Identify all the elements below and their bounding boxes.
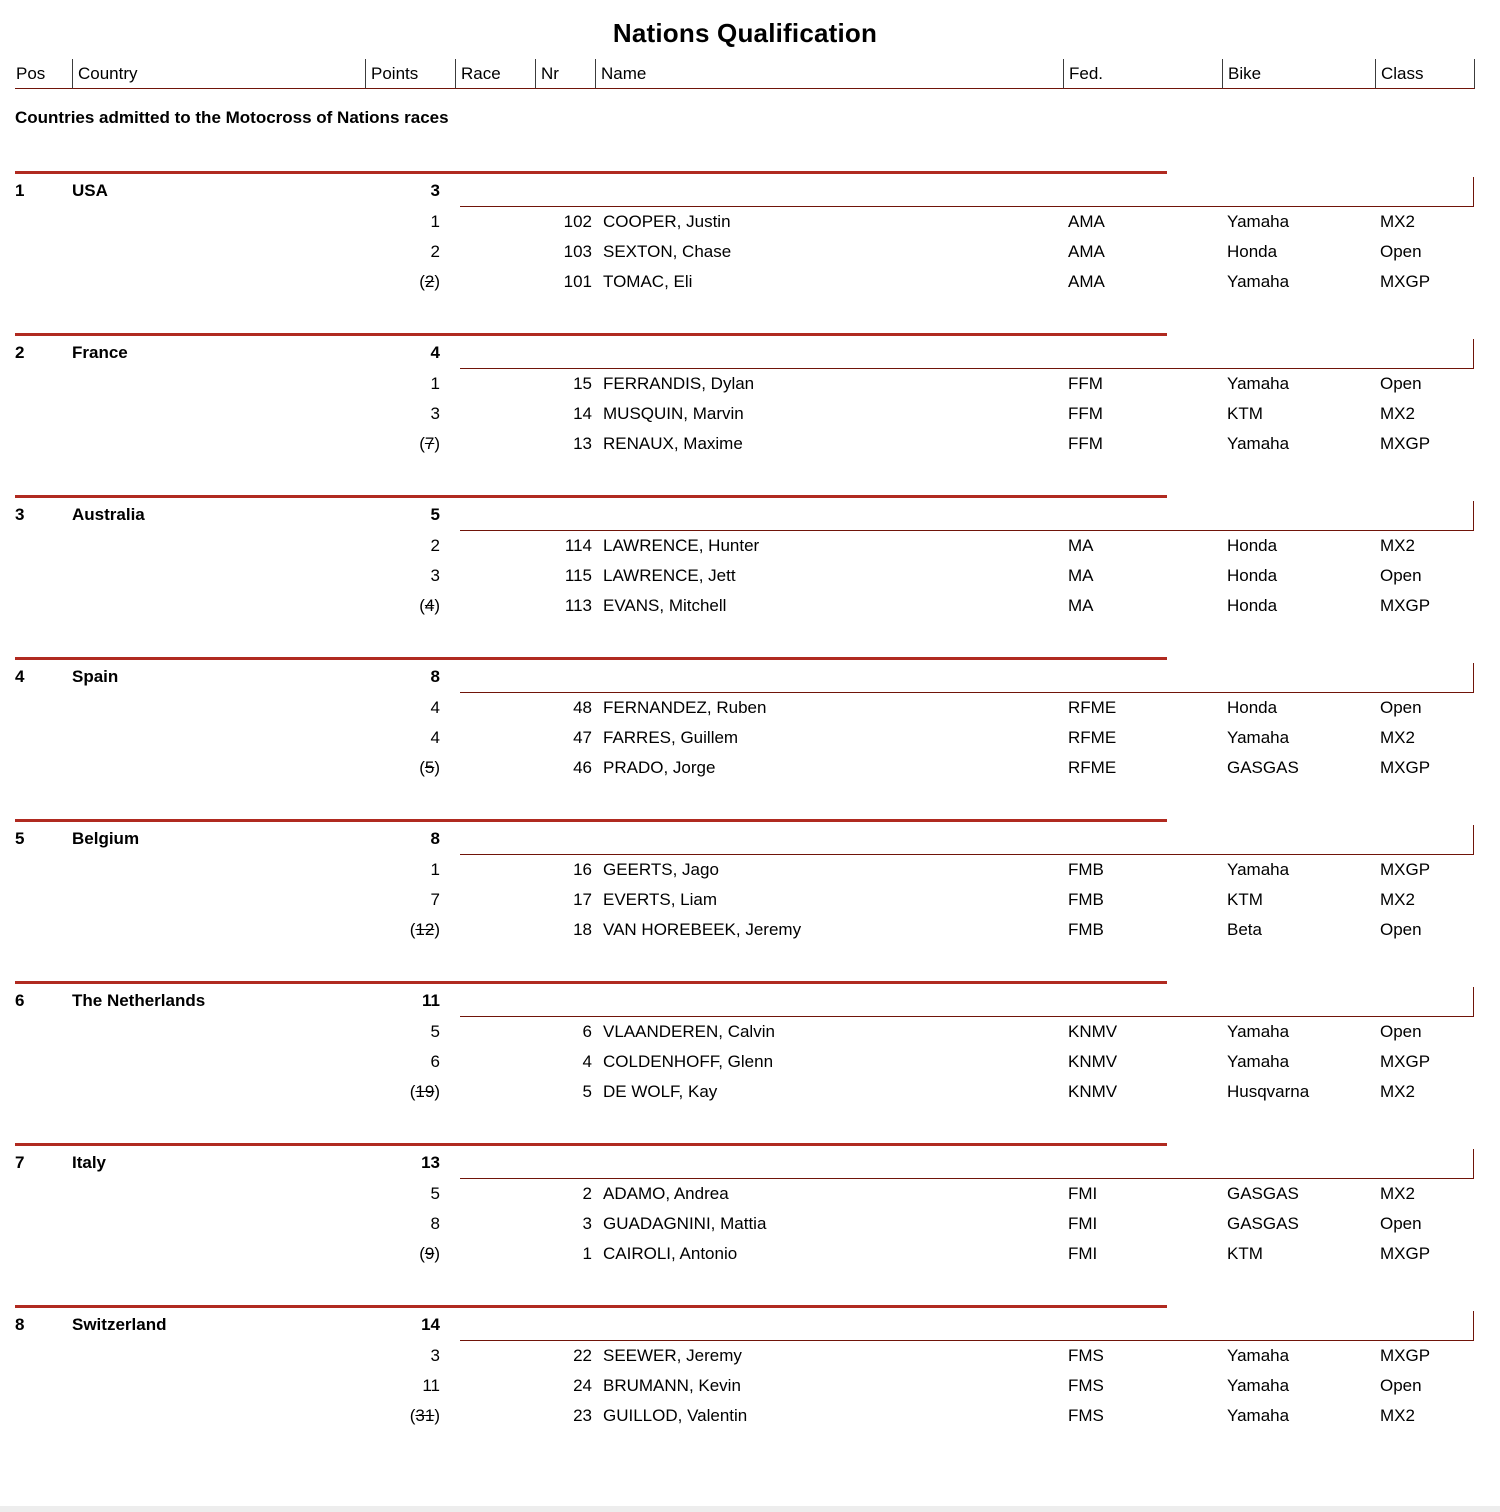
rider-bike: Honda [1227,536,1278,555]
country-group [15,495,1475,621]
country-row-rule [460,854,1473,855]
rider-bike: Yamaha [1227,1346,1290,1365]
rider-number: 102 [563,212,592,231]
country-points: 14 [421,1314,440,1334]
rider-federation: FMI [1068,1214,1098,1233]
rider-federation: MA [1068,566,1094,585]
rider-class: MXGP [1380,434,1431,453]
country-name: Australia [72,504,145,524]
country-points: 11 [422,990,440,1010]
rider-bike: GASGAS [1227,758,1299,777]
rider-row [15,1209,1475,1239]
country-row [15,660,1475,693]
rider-number: 48 [573,698,592,717]
rider-federation: FMB [1068,860,1104,879]
rider-race-position: 5 [430,1184,440,1203]
rider-number: 101 [563,272,592,291]
country-points: 4 [430,342,440,362]
rider-bike: Yamaha [1227,1022,1290,1041]
rider-number: 47 [573,728,592,747]
rider-race-position: 1 [430,212,440,231]
rider-row [15,1239,1475,1269]
rider-name: GEERTS, Jago [603,860,719,879]
rider-race-position: (7) [419,434,440,453]
country-group [15,981,1475,1107]
rider-race-position: 3 [430,1346,440,1365]
rider-number: 13 [573,434,592,453]
rider-class: MX2 [1380,1184,1415,1203]
rider-federation: AMA [1068,212,1105,231]
country-position: 3 [15,504,25,524]
country-row [15,1308,1475,1341]
rider-class: MX2 [1380,404,1415,423]
rider-list [15,1341,1475,1431]
rider-number: 5 [582,1082,592,1101]
rider-name: FARRES, Guillem [603,728,739,747]
rider-number: 3 [582,1214,592,1233]
rider-row [15,369,1475,399]
rider-federation: FMS [1068,1406,1104,1425]
rider-bike: Honda [1227,698,1278,717]
rider-number: 16 [573,860,592,879]
rider-federation: KNMV [1068,1082,1118,1101]
rider-class: Open [1380,242,1422,261]
rider-name: GUADAGNINI, Mattia [603,1214,767,1233]
rider-row [15,1047,1475,1077]
country-row-rule [460,368,1473,369]
rider-number: 4 [582,1052,592,1071]
country-points: 8 [430,666,440,686]
rider-race-position: 7 [430,890,440,909]
rider-name: SEXTON, Chase [603,242,732,261]
rider-class: MXGP [1380,596,1431,615]
column-header-country: Country [72,59,365,89]
rider-number: 17 [573,890,592,909]
rider-federation: FMI [1068,1184,1098,1203]
rider-federation: MA [1068,596,1094,615]
rider-row [15,723,1475,753]
rider-list [15,855,1475,945]
country-row-rule [460,1016,1473,1017]
rider-bike: Honda [1227,596,1278,615]
rider-bike: Yamaha [1227,1376,1290,1395]
rider-race-position: 4 [430,698,440,717]
country-position: 6 [15,990,25,1010]
country-name: The Netherlands [72,990,206,1010]
rider-bike: Yamaha [1227,1406,1290,1425]
rider-bike: KTM [1227,890,1263,909]
rider-row [15,399,1475,429]
column-header-points: Points [365,59,455,89]
column-header-race: Race [455,59,535,89]
rider-class: MX2 [1380,890,1415,909]
rider-number: 1 [582,1244,592,1263]
rider-bike: Yamaha [1227,374,1290,393]
rider-race-position: 1 [430,374,440,393]
country-row-right-rule [1473,177,1474,207]
rider-federation: AMA [1068,272,1105,291]
rider-class: MXGP [1380,1244,1431,1263]
country-row [15,984,1475,1017]
rider-name: VAN HOREBEEK, Jeremy [603,920,802,939]
country-position: 2 [15,342,25,362]
rider-name: TOMAC, Eli [603,272,693,291]
country-row-right-rule [1473,663,1474,693]
rider-list [15,207,1475,297]
rider-federation: RFME [1068,698,1117,717]
rider-row [15,429,1475,459]
rider-race-position: (12) [409,920,440,939]
country-group [15,1143,1475,1269]
country-name: Belgium [72,828,140,848]
rider-row [15,561,1475,591]
country-group [15,333,1475,459]
rider-race-position: 8 [430,1214,440,1233]
rider-number: 15 [573,374,592,393]
rider-class: Open [1380,920,1422,939]
rider-row [15,207,1475,237]
rider-federation: FMS [1068,1376,1104,1395]
rider-bike: Honda [1227,242,1278,261]
rider-bike: Yamaha [1227,272,1290,291]
rider-row [15,855,1475,885]
rider-list [15,531,1475,621]
rider-bike: GASGAS [1227,1184,1299,1203]
rider-class: Open [1380,1376,1422,1395]
rider-bike: Husqvarna [1227,1082,1310,1101]
country-group [15,819,1475,945]
rider-list [15,1017,1475,1107]
rider-race-position: (19) [409,1082,440,1101]
rider-name: LAWRENCE, Hunter [603,536,760,555]
country-position: 7 [15,1152,25,1172]
rider-number: 23 [573,1406,592,1425]
rider-row [15,753,1475,783]
rider-row [15,237,1475,267]
rider-row [15,591,1475,621]
rider-row [15,1341,1475,1371]
rider-row [15,885,1475,915]
rider-class: MX2 [1380,1082,1415,1101]
rider-row [15,1401,1475,1431]
rider-race-position: 1 [430,860,440,879]
rider-list [15,369,1475,459]
country-row [15,822,1475,855]
rider-number: 18 [573,920,592,939]
rider-federation: FMB [1068,890,1104,909]
results-page [0,18,1500,1431]
country-name: Switzerland [72,1314,167,1334]
rider-race-position: 5 [430,1022,440,1041]
rider-bike: Yamaha [1227,860,1290,879]
column-header-name: Name [595,59,1063,89]
rider-class: MX2 [1380,212,1415,231]
country-row-right-rule [1473,825,1474,855]
rider-race-position: (9) [419,1244,440,1263]
rider-number: 14 [573,404,592,423]
rider-name: ADAMO, Andrea [603,1184,729,1203]
rider-name: FERNANDEZ, Ruben [603,698,767,717]
bottom-edge [0,1506,1500,1512]
rider-name: VLAANDEREN, Calvin [603,1022,775,1041]
rider-federation: AMA [1068,242,1105,261]
rider-bike: GASGAS [1227,1214,1299,1233]
rider-race-position: 3 [430,404,440,423]
rider-race-position: 4 [430,728,440,747]
rider-class: Open [1380,698,1422,717]
country-position: 4 [15,666,25,686]
rider-list [15,693,1475,783]
country-group [15,1305,1475,1431]
page-title: Nations Qualification [612,18,878,48]
country-row-right-rule [1473,339,1474,369]
column-header-class: Class [1375,59,1475,89]
rider-federation: FFM [1068,434,1103,453]
rider-bike: Yamaha [1227,434,1290,453]
column-header-row [15,59,1475,89]
rider-race-position: (5) [419,758,440,777]
rider-bike: Yamaha [1227,212,1290,231]
country-points: 8 [430,828,440,848]
rider-number: 6 [582,1022,592,1041]
rider-federation: MA [1068,536,1094,555]
rider-race-position: (4) [419,596,440,615]
rider-class: MXGP [1380,1346,1431,1365]
country-position: 5 [15,828,25,848]
rider-row [15,915,1475,945]
rider-name: PRADO, Jorge [603,758,716,777]
rider-number: 22 [573,1346,592,1365]
rider-name: EVANS, Mitchell [603,596,727,615]
country-row-right-rule [1473,501,1474,531]
column-header-fed: Fed. [1063,59,1222,89]
rider-federation: RFME [1068,728,1117,747]
rider-name: DE WOLF, Kay [603,1082,718,1101]
rider-federation: KNMV [1068,1052,1118,1071]
column-header-nr: Nr [535,59,595,89]
rider-name: COLDENHOFF, Glenn [603,1052,774,1071]
rider-name: BRUMANN, Kevin [603,1376,741,1395]
country-row-right-rule [1473,1311,1474,1341]
country-name: Spain [72,666,119,686]
rider-class: MXGP [1380,272,1431,291]
rider-federation: FFM [1068,404,1103,423]
rider-race-position: (31) [409,1406,440,1425]
country-row-rule [460,530,1473,531]
rider-class: Open [1380,1022,1422,1041]
country-name: Italy [72,1152,107,1172]
rider-race-position: 2 [430,242,440,261]
rider-number: 2 [582,1184,592,1203]
country-name: USA [72,180,108,200]
country-points: 13 [421,1152,440,1172]
country-position: 8 [15,1314,25,1334]
country-row-rule [460,1340,1473,1341]
country-group [15,657,1475,783]
rider-federation: FMS [1068,1346,1104,1365]
rider-row [15,1179,1475,1209]
rider-name: FERRANDIS, Dylan [603,374,755,393]
rider-row [15,1017,1475,1047]
rider-name: MUSQUIN, Marvin [603,404,744,423]
rider-number: 46 [573,758,592,777]
rider-class: MX2 [1380,728,1415,747]
country-row [15,174,1475,207]
rider-federation: FMI [1068,1244,1098,1263]
rider-row [15,267,1475,297]
rider-class: Open [1380,566,1422,585]
country-row-right-rule [1473,1149,1474,1179]
rider-name: LAWRENCE, Jett [603,566,736,585]
rider-bike: KTM [1227,404,1263,423]
rider-federation: FFM [1068,374,1103,393]
country-row-rule [460,692,1473,693]
rider-bike: Beta [1227,920,1262,939]
rider-bike: Yamaha [1227,1052,1290,1071]
country-row [15,336,1475,369]
rider-row [15,693,1475,723]
country-row-right-rule [1473,987,1474,1017]
rider-class: Open [1380,1214,1422,1233]
rider-row [15,531,1475,561]
rider-class: MX2 [1380,1406,1415,1425]
rider-race-position: (2) [419,272,440,291]
rider-number: 114 [564,536,592,555]
rider-number: 113 [564,596,592,615]
rider-number: 115 [564,566,592,585]
country-group [15,171,1475,297]
rider-row [15,1077,1475,1107]
rider-federation: RFME [1068,758,1117,777]
rider-class: MX2 [1380,536,1415,555]
rider-class: Open [1380,374,1422,393]
groups [15,171,1475,1431]
rider-class: MXGP [1380,860,1431,879]
rider-federation: KNMV [1068,1022,1118,1041]
rider-list [15,1179,1475,1269]
column-header-bike: Bike [1222,59,1375,89]
rider-number: 103 [563,242,592,261]
rider-race-position: 3 [430,566,440,585]
rider-name: CAIROLI, Antonio [603,1244,738,1263]
rider-name: COOPER, Justin [603,212,731,231]
country-row [15,1146,1475,1179]
column-header-pos: Pos [15,59,72,89]
rider-name: RENAUX, Maxime [603,434,743,453]
rider-class: MXGP [1380,1052,1431,1071]
rider-race-position: 2 [430,536,440,555]
page-subtitle: Countries admitted to the Motocross of Nations races [15,108,449,127]
rider-federation: FMB [1068,920,1104,939]
rider-row [15,1371,1475,1401]
rider-race-position: 11 [422,1376,440,1395]
country-name: France [72,342,128,362]
country-row-rule [460,206,1473,207]
rider-class: MXGP [1380,758,1431,777]
country-position: 1 [15,180,25,200]
country-points: 5 [430,504,440,524]
rider-race-position: 6 [430,1052,440,1071]
country-row [15,498,1475,531]
rider-name: EVERTS, Liam [603,890,718,909]
rider-bike: KTM [1227,1244,1263,1263]
rider-bike: Honda [1227,566,1278,585]
rider-name: GUILLOD, Valentin [603,1406,748,1425]
country-row-rule [460,1178,1473,1179]
country-points: 3 [430,180,440,200]
rider-bike: Yamaha [1227,728,1290,747]
rider-name: SEEWER, Jeremy [603,1346,742,1365]
rider-number: 24 [573,1376,592,1395]
